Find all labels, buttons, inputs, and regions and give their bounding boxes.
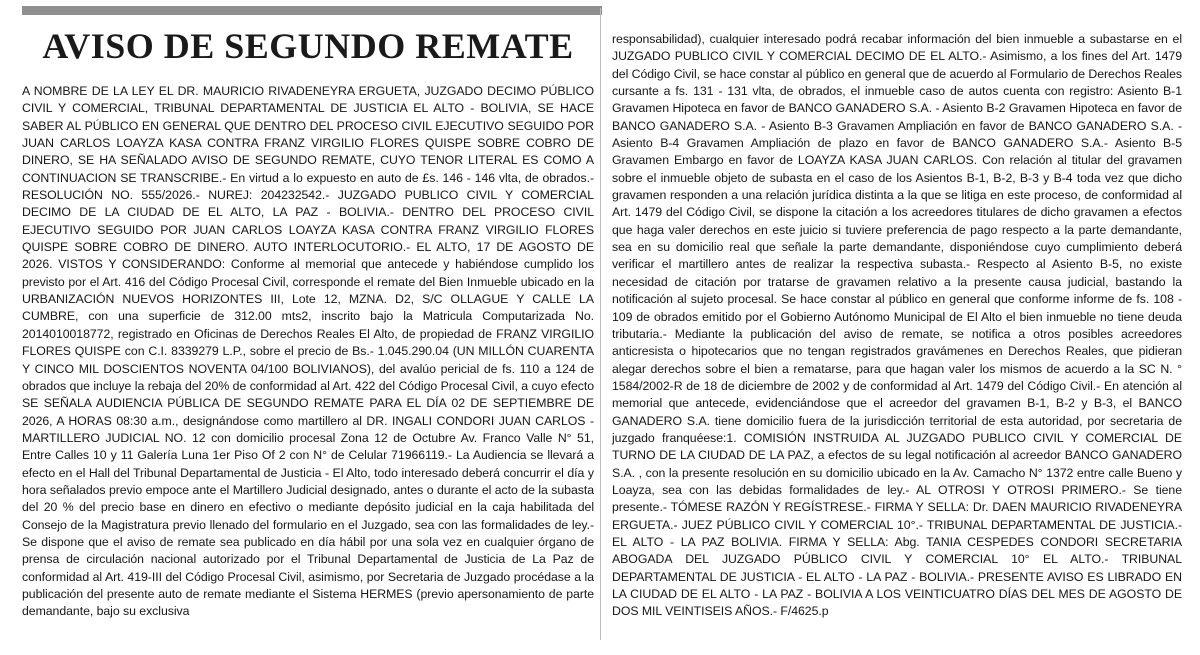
notice-title: AVISO DE SEGUNDO REMATE	[42, 26, 574, 66]
notice-body-left: A NOMBRE DE LA LEY EL DR. MAURICIO RIVADENEYRA ERGUETA, JUZGADO DECIMO PÚBLICO CIVIL Y COMERCIAL, TRIBUNAL DEPARTAMENTAL DE JUSTICIA EL ALTO - BOLIVIA, SE HACE SABER AL PÚBLICO EN GENERAL QUE DENTRO DEL PROCESO CIVIL EJECUTIVO SEGUIDO POR JUAN CARLOS LOAYZA KASA CONTRA FRANZ VIRGILIO FLORES QUISPE SOBRE COBRO DE DINERO, SE HA SEÑALADO AVISO DE SEGUNDO REMATE, CUYO TENOR LITERAL ES COMO A CONTINUACION SE TRANSCRIBE.- En virtud a lo expuesto en auto de £s. 146 - 146 vlta, de obrados.- RESOLUCIÓN NO. 555/2026.- NUREJ: 204232542.- JUZGADO PUBLICO CIVIL Y COMERCIAL DECIMO DE LA CIUDAD DE EL ALTO, LA PAZ - BOLIVIA.- DENTRO DEL PROCESO CIVIL EJECUTIVO SEGUIDO POR JUAN CARLOS LOAYZA KASA CONTRA FRANZ VIRGILIO FLORES QUISPE SOBRE COBRO DE DINERO. AUTO INTERLOCUTORIO.- EL ALTO, 17 DE AGOSTO DE 2026. VISTOS Y CONSIDERANDO: Conforme al memorial que antecede y habiéndose cumplido los previsto por el Art. 416 del Código Procesal Civil, corresponde el remate del Bien Inmueble ubicado en la URBANIZACIÓN NUEVOS HORIZONTES III, Lote 12, MZNA. D2, S/C OLLAGUE Y CALLE LA CUMBRE, con una superficie de 312.00 mts2, inscrito bajo la Matricula Computarizada No. 2014010018772, registrado en Oficinas de Derechos Reales El Alto, de propiedad de FRANZ VIRGILIO FLORES QUISPE con C.I. 8339279 L.P., sobre el precio de Bs.- 1.045.290.04 (UN MILLÓN CUARENTA Y CINCO MIL DOSCIENTOS NOVENTA 04/100 BOLIVIANOS), del avalúo pericial de fs. 110 a 124 de obrados que incluye la rebaja del 20% de conformidad al Art. 422 del Código Procesal Civil, a cuyo efecto SE SEÑALA AUDIENCIA PÚBLICA DE SEGUNDO REMATE PARA EL DÍA 02 DE SEPTIEMBRE DE 2026, A HORAS 08:30 a.m., designándose como martillero al DR. INGALI CONDORI JUAN CARLOS - MARTILLERO JUDICIAL NO. 12 con domicilio procesal Zona 12 de Octubre Av. Franco Valle N° 51, Entre Calles 10 y 11 Galería Luna 1er Piso Of 2 con N° de Celular 71966119.- La Audiencia se llevará a efecto en el Hall del Tribunal Departamental de Justicia - El Alto, todo interesado deberá concurrir el día y hora señalados previo empoce ante el Martillero Judicial designado, antes o durante el acto de la subasta del 20 % del precio base en dinero en efectivo o mediante depósito judicial en la caja habilitada del Consejo de la Magistratura previo llenado del formulario en el Juzgado, sea con las formalidades de ley.- Se dispone que el aviso de remate sea publicado en día hábil por una sola vez en cualquier órgano de prensa de circulación nacional autorizado por el Tribunal Departamental de Justicia de La Paz de conformidad al Art. 419-III del Código Procesal Civil, asimismo, por Secretaria de Juzgado procédase a la publicación del presente auto de remate mediante el Sistema HERMES (previo apersonamiento de parte demandante, bajo su exclusiva	[22, 84, 594, 619]
notice-body-right: responsabilidad), cualquier interesado podrá recabar información del bien inmueble a subastarse en el JUZGADO PUBLICO CIVIL Y COMERCIAL DECIMO DE EL ALTO.- Asimismo, a los fines del Art. 1479 del Código Civil, se hace constar al público en general que de acuerdo al Formulario de Derechos Reales cursante a fs. 131 - 131 vlta, de obrados, el inmueble caso de autos cuenta con registro: Asiento B-1 Gravamen Hipoteca en favor de BANCO GANADERO S.A. - Asiento B-2 Gravamen Hipoteca en favor de BANCO GANADERO S.A. - Asiento B-3 Gravamen Ampliación en favor de BANCO GANADERO S.A. - Asiento B-4 Gravamen Ampliación de plazo en favor de BANCO GANADERO S.A.- Asiento B-5 Gravamen Embargo en favor de LOAYZA KASA JUAN CARLOS. Con relación al titular del gravamen sobre el inmueble objeto de subasta en el caso de los Asientos B-1, B-2, B-3 y B-4 toda vez que dicho gravamen responden a una relación jurídica distinta a la que se litiga en este proceso, de conformidad al Art. 1479 del Código Civil, se dispone la citación a los acreedores titulares de dicho gravamen a efectos que haga valer derechos en este juicio si tuviere preferencia de pago respecto a la parte demandante, sea en su domicilio real que señale la parte demandante, disponiéndose cuyo cumplimiento deberá verificar el martillero antes de realizar la respectiva subasta.- Respecto al Asiento B-5, no existe necesidad de citación por tratarse de gravamen relativo a la presente causa judicial, bastando la notificación al sujeto procesal. Se hace constar al público en general que conforme informe de fs. 108 - 109 de obrados emitido por el Gobierno Autónomo Municipal de El Alto el bien inmueble no tiene deuda tributaria.- Mediante la publicación del aviso de remate, se notifica a otros posibles acreedores anticresista o hipotecarios que no tengan registrados gravámenes en Derechos Reales, que pidieran alegar derechos sobre el bien a rematarse, para que hagan valer los mismos de acuerdo a la SC N. ° 1584/2002-R de 18 de diciembre de 2002 y de conformidad al Art. 1479 del Código Civil.- En atención al memorial que antecede, evidenciándose que el acreedor del gravamen B-1, B-2 y B-3, el BANCO GANADERO S.A. tiene domicilio fuera de la jurisdicción territorial de esta autoridad, por secretaria de juzgado franquéese:1. COMISIÓN INSTRUIDA AL JUZGADO PUBLICO CIVIL Y COMERCIAL DE TURNO DE LA CIUDAD DE LA PAZ, a efectos de su legal notificación al acreedor BANCO GANADERO S.A. , con la presente resolución en su domicilio ubicado en la Av. Camacho N° 1372 entre calle Bueno y Loayza, sea con las debidas formalidades de ley.- AL OTROSI Y OTROSI PRIMERO.- Se tiene presente.- TÓMESE RAZÓN Y REGÍSTRESE.- FIRMA Y SELLA: Dr. DAEN MAURICIO RIVADENEYRA ERGUETA.- JUEZ PÚBLICO CIVIL Y COMERCIAL 10°.- TRIBUNAL DEPARTAMENTAL DE JUSTICIA.- EL ALTO - LA PAZ BOLIVIA. FIRMA Y SELLA: Abg. TANIA CESPEDES CONDORI SECRETARIA ABOGADA DEL JUZGADO PÚBLICO CIVIL Y COMERCIAL 10° EL ALTO.- TRIBUNAL DEPARTAMENTAL DE JUSTICIA - EL ALTO - LA PAZ - BOLIVIA.- PRESENTE AVISO ES LIBRADO EN LA CIUDAD DE EL ALTO - LA PAZ - BOLIVIA A LOS VEINTICUATRO DÍAS DEL MES DE AGOSTO DE DOS MIL VEINTISEIS AÑOS.- F/4625.p	[612, 32, 1182, 619]
right-column	[612, 31, 1182, 621]
column-divider	[600, 8, 601, 640]
header-rule	[22, 6, 602, 15]
